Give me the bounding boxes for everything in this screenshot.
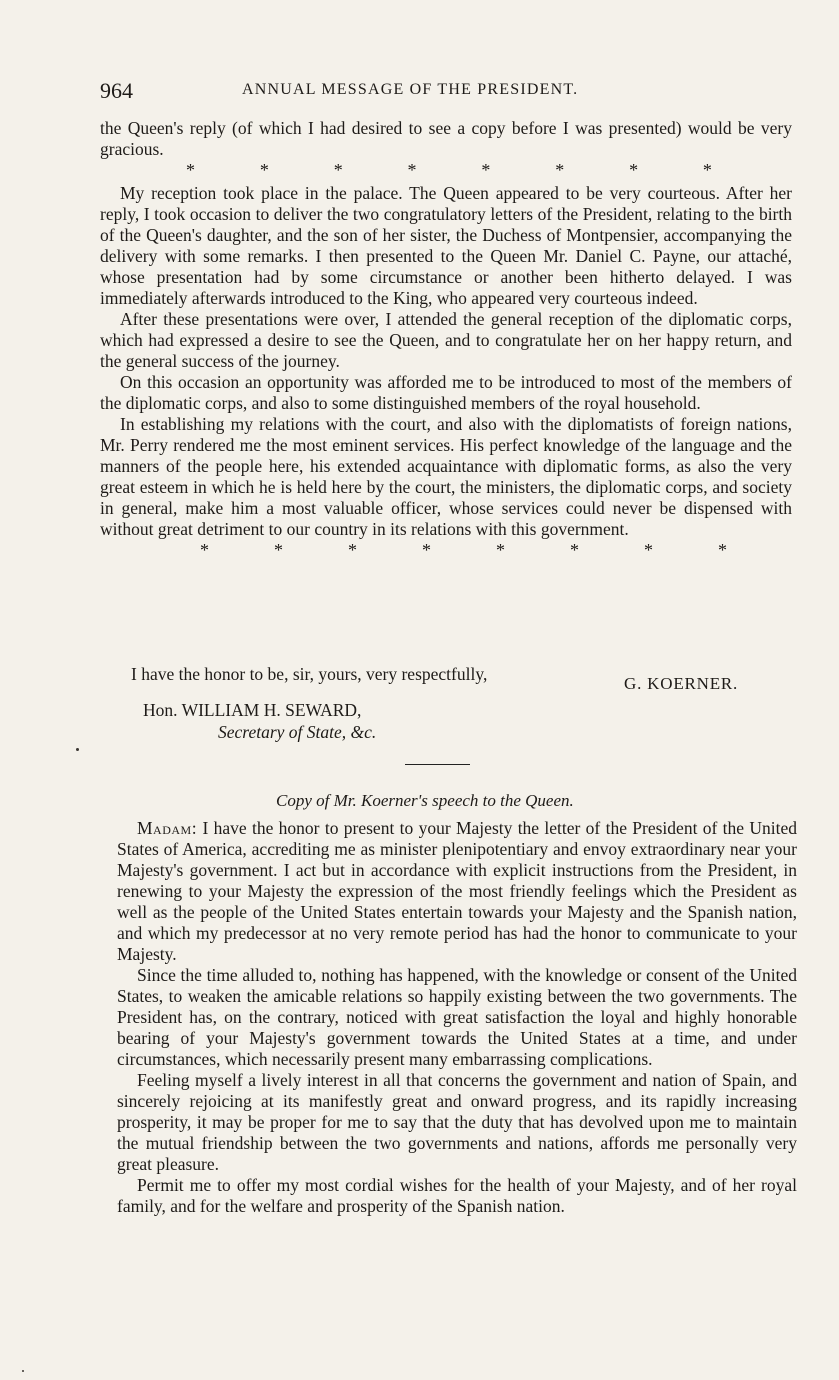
- speech-paragraph: Since the time alluded to, nothing has happened, with the knowledge or consent of the United States, to weaken the amicable relations so happily existing between the two governments. The President has, on the contrary, noticed with great satisfaction the loyal and highly honorable bearing of your Majesty's government towards the United States at a time, and under circumstances, which necessarily present many embarrassing complications.: [117, 965, 797, 1069]
- speech-body: [117, 818, 797, 1217]
- asterisk-separator: [100, 160, 792, 181]
- scan-speck: [76, 748, 79, 751]
- letter-paragraph: After these presentations were over, I attended the general reception of the diplomatic corps, which had expressed a desire to see the Queen, and to congratulate her on her happy return, and the general success of the journey.: [100, 309, 792, 371]
- letter-paragraph: the Queen's reply (of which I had desired to see a copy before I was presented) would be very gracious.: [100, 118, 792, 159]
- speech-paragraph: Permit me to offer my most cordial wishes for the health of your Majesty, and of her royal family, and for the welfare and prosperity of the Spanish nation.: [117, 1175, 797, 1216]
- addressee-title: Secretary of State, &c.: [218, 722, 377, 742]
- page-header: [100, 78, 800, 108]
- addressee-name: Hon. WILLIAM H. SEWARD,: [143, 700, 362, 720]
- letter-paragraph: My reception took place in the palace. The Queen appeared to be very courteous. After her reply, I took occasion to deliver the two congratulatory letters of the President, relating to the birth of the Queen's daughter, and the son of her sister, the Duchess of Montpensier, accompanying the delivery with some remarks. I then presented to the Queen Mr. Daniel C. Payne, our attaché, whose presentation had by some circumstance or another been hitherto delayed. I was immediately afterwards introduced to the King, who appeared very courteous indeed.: [100, 183, 792, 308]
- running-head: ANNUAL MESSAGE OF THE PRESIDENT.: [242, 81, 579, 98]
- letter-body: [100, 118, 792, 561]
- asterisk: *: [481, 160, 491, 180]
- asterisk: *: [333, 160, 343, 180]
- scan-speck: [22, 1370, 24, 1372]
- asterisk: *: [718, 540, 727, 560]
- salutation: Madam:: [137, 818, 198, 838]
- asterisk: *: [259, 160, 269, 180]
- asterisk: *: [407, 160, 417, 180]
- signature: G. KOERNER.: [624, 674, 739, 693]
- asterisk: *: [644, 540, 653, 560]
- speech-paragraph-text: I have the honor to present to your Majesty the letter of the President of the United States of America, accrediting me as minister plenipotentiary and envoy extraordinary near your Majesty's government. I act but in accordance with explicit instructions from the President, in renewing to your Majesty the expression of the most friendly feelings which the President as well as the people of the United States entertain towards your Majesty and the Spanish nation, and which my predecessor at no very remote period has had the honor to communicate to your Majesty.: [117, 818, 798, 964]
- asterisk: *: [200, 540, 209, 560]
- speech-title: Copy of Mr. Koerner's speech to the Queen.: [276, 791, 574, 810]
- speech-paragraph: Feeling myself a lively interest in all that concerns the government and nation of Spain, and sincerely rejoicing at its manifestly great and onward progress, and its rapidly increasing prosperity, it may be proper for me to say that the duty that has devolved upon me to maintain the mutual friendship between the two governments and nations, affords me personally very great pleasure.: [117, 1070, 797, 1174]
- page-number: 964: [100, 78, 133, 103]
- asterisk: *: [274, 540, 283, 560]
- asterisk: *: [570, 540, 579, 560]
- section-divider: [405, 764, 470, 765]
- speech-paragraph: [117, 818, 797, 965]
- letter-paragraph: In establishing my relations with the court, and also with the diplomatists of foreign nations, Mr. Perry rendered me the most eminent services. His perfect knowledge of the language and the manners of the people here, his extended acquaintance with diplomatic forms, as also the very great esteem in which he is held here by the court, the ministers, the diplomatic corps, and society in general, make him a most valuable officer, whose services could never be dispensed with without great detriment to our country in its relations with this government.: [100, 414, 792, 539]
- closing-line: I have the honor to be, sir, yours, very respectfully,: [131, 664, 488, 684]
- asterisk: *: [496, 540, 505, 560]
- asterisk: *: [186, 160, 195, 180]
- letter-paragraph: On this occasion an opportunity was afforded me to be introduced to most of the members of the diplomatic corps, and also to some distinguished members of the royal household.: [100, 372, 792, 413]
- asterisk: *: [555, 160, 565, 180]
- asterisk: *: [629, 160, 639, 180]
- asterisk-separator: [100, 540, 792, 561]
- asterisk: *: [422, 540, 431, 560]
- asterisk: *: [702, 160, 712, 180]
- asterisk: *: [348, 540, 357, 560]
